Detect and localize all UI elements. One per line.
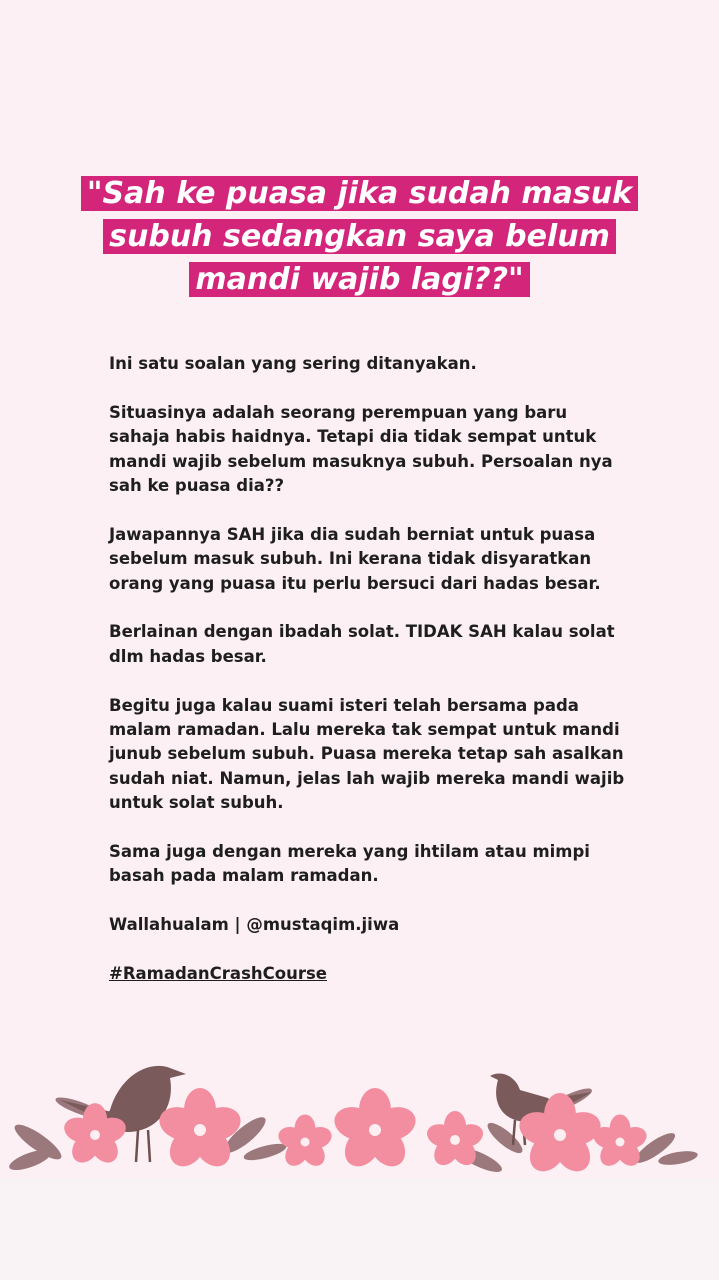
signature: Wallahualam | @mustaqim.jiwa — [109, 915, 400, 935]
article-body — [109, 352, 629, 1011]
headline — [0, 172, 719, 301]
paragraph: Situasinya adalah seorang perempuan yang baru sahaja habis haidnya. Tetapi dia tidak sempat untuk mandi wajib sebelum masuknya subuh. Persoalan nya sah ke puasa dia?? — [109, 402, 613, 496]
paragraph: Ini satu soalan yang sering ditanyakan. — [109, 354, 477, 373]
floral-decoration — [0, 1050, 719, 1210]
paragraph: Jawapannya SAH jika dia sudah berniat untuk puasa sebelum masuk subuh. Ini kerana tidak disyaratkan orang yang puasa itu perlu bersuci dari hadas besar. — [109, 524, 601, 593]
paragraph: Berlainan dengan ibadah solat. TIDAK SAH kalau solat dlm hadas besar. — [109, 622, 615, 666]
hashtag-link[interactable]: #RamadanCrashCourse — [109, 964, 327, 984]
headline-line-1: "Sah ke puasa jika sudah masuk — [81, 176, 638, 211]
paragraph: Begitu juga kalau suami isteri telah bersama pada malam ramadan. Lalu mereka tak sempat untuk mandi junub sebelum subuh. Puasa mereka tetap sah asalkan sudah niat. Namun, jelas lah wajib mereka mandi wajib untuk solat subuh. — [109, 695, 625, 813]
headline-line-3: mandi wajib lagi??" — [189, 262, 529, 297]
paragraph: Sama juga dengan mereka yang ihtilam atau mimpi basah pada malam ramadan. — [109, 842, 590, 886]
headline-line-2: subuh sedangkan saya belum — [103, 219, 616, 254]
